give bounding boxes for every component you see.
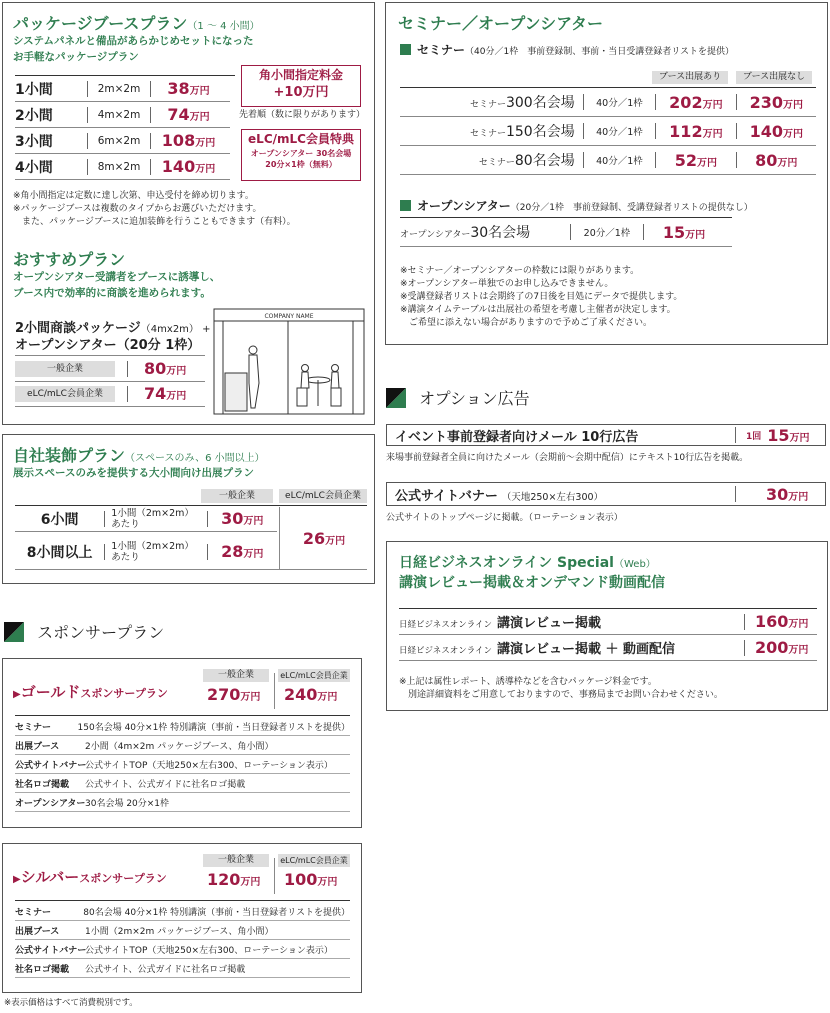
package-row [15,154,230,180]
self-table-bottom [15,569,367,570]
seminar-row-price-a: 112 [669,121,703,141]
gold-row-value: 150名会場 40分×1枠 特別講演（事前・当日登録者リストを提供） [77,722,350,733]
package-row-price: 108 [161,131,196,150]
seminar-unit: 万円 [782,99,803,111]
package-row-name: 3小間 [15,133,53,150]
theater-head-text: オープンシアター [417,199,511,213]
seminar-row-time: 40分／1枠 [596,98,643,109]
nikkei-row-label: 日経ビジネスオンライン [399,646,492,656]
nikkei-section [386,541,828,711]
package-note-2: ※パッケージブースは複数のタイプからお選びいただけます。 [13,204,262,214]
corner-note: 先着順（数に限りがあります） [239,110,366,120]
gold-suffix: スポンサープラン [80,687,168,700]
tax-footnote: ※表示価格はすべて消費税別です。 [4,998,138,1008]
nikkei-note-1: ※上記は属性レポート、誘導枠などを含むパッケージ料金です。 [399,677,657,687]
package-row-unit: 万円 [189,112,210,123]
silver-row-value: 公式サイトTOP（天地250×左右300、ローテーション表示） [85,945,333,956]
package-row-unit: 万円 [195,138,216,149]
silver-sponsor-card [2,843,362,993]
seminar-section [385,2,828,345]
member-benefit-box [241,129,361,181]
gold-row-key: 公式サイトバナー [15,760,87,771]
recommend-general-price: 80 [144,359,167,378]
seminar-unit: 万円 [697,157,717,169]
silver-row-key: 社名ロゴ掲載 [15,964,70,975]
recommend-title: おすすめプラン [13,250,126,269]
gold-member-label: eLC/mLC会員企業 [278,669,350,682]
gold-row [15,774,350,793]
recommend-desc-1: オープンシアター受講者をブースに誘導し、 [13,271,221,283]
self-row-price: 30 [221,509,244,528]
recommend-row-general [15,355,205,382]
recommend-unit: 万円 [166,366,187,377]
nikkei-unit: 万円 [788,645,809,656]
self-decoration-section [2,434,375,584]
seminar-unit: 万円 [702,128,723,140]
member-benefit-line2: 20分×1枠（無料） [265,160,337,169]
package-note-3: また、パッケージブースに追加装飾を行うこともできます（有料）。 [13,217,296,227]
package-row-price: 38 [167,79,190,98]
silver-suffix: スポンサープラン [79,872,167,885]
mail-ad-unit: 万円 [789,432,810,444]
self-col-general: 一般企業 [201,489,273,503]
corner-title: 角小間指定料金 [258,68,343,82]
seminar-row-name: 150名会場 [505,124,575,140]
gold-row-value: 2小間（4m×2m パッケージブース、角小間） [85,741,274,752]
gold-row-value: 公式サイト、公式ガイドに社名ロゴ掲載 [85,779,246,790]
self-col-member: eLC/mLC会員企業 [279,489,367,503]
banner-ad-price: 30 [766,484,789,504]
seminar-row-price-b: 80 [755,150,778,170]
silver-member-price: 100 [284,870,318,889]
seminar-row [400,146,816,175]
nikkei-unit: 万円 [788,619,809,630]
package-row-unit: 万円 [195,164,216,175]
banner-ad-desc: 公式サイトのトップページに掲載。（ローテーション表示） [386,513,623,523]
self-row-price: 28 [221,542,244,561]
banner-ad-row [386,482,826,506]
self-desc: 展示スペースのみを提供する大小間向け出展プラン [13,467,254,479]
theater-row-time: 20分／1枠 [583,228,631,239]
package-row-unit: 万円 [189,86,210,97]
seminar-head [400,39,734,58]
options-heading [386,386,530,409]
seminar-note: ※セミナー／オープンシアターの枠数には限りがあります。 [400,266,640,276]
package-title [13,11,260,34]
theater-row-price: 15 [662,222,686,242]
silver-unit-2: 万円 [317,877,338,888]
banner-ad-spec: （天地250×左右300） [501,491,604,503]
sponsor-title: スポンサープラン [37,623,165,642]
nikkei-row-name: 講演レビュー掲載 [497,616,602,631]
seminar-note: ※講演タイムテーブルは出展社の希望を考慮し主催者が決定します。 [400,305,676,315]
seminar-row-name: 300名会場 [505,95,575,111]
package-title-text: パッケージブースプラン [13,14,188,33]
theater-row-name: 30名会場 [470,225,531,241]
gold-row [15,793,350,812]
self-member-price-cell [279,507,368,569]
self-row-unit-b: あたり [111,518,140,530]
sponsor-heading [4,620,164,643]
gold-member-price: 240 [284,685,318,704]
package-row-name: 2小間 [15,107,53,124]
self-row-name: 6小間 [40,511,79,528]
theater-head-note: （20分／1枠 事前登録制、受講登録者リストの提供なし） [510,203,753,213]
gold-title: ▶ゴールドスポンサープラン [13,683,168,701]
seminar-row [400,117,816,146]
package-range: （1 ～ 4 小間） [187,21,260,32]
seminar-head-note: （40分／1枠 事前登録制、事前・当日受講登録者リストを提供） [465,47,735,57]
silver-row [15,959,350,978]
silver-general-price: 120 [207,870,241,889]
gold-row-value: 公式サイトTOP（天地250×左右300、ローテーション表示） [85,760,333,771]
mail-ad-desc: 来場事前登録者全員に向けたメール（会期前～会期中配信）にテキスト10行広告を掲載。 [386,453,749,463]
recommend-member-label: eLC/mLC会員企業 [15,386,115,402]
package-note-1: ※角小間指定は定数に達し次第、申込受付を締め切ります。 [13,191,254,201]
package-row-price: 74 [167,105,190,124]
banner-ad-unit: 万円 [788,491,809,503]
member-benefit-title: eLC/mLC会員特典 [248,132,354,146]
nikkei-web: （Web） [613,559,656,570]
silver-row-value: 1小間（2m×2m パッケージブース、角小間） [85,926,274,937]
recommend-row-member [15,381,205,407]
self-unit: 万円 [243,516,264,527]
seminar-note: ※受講登録者リストは会期終了の7日後を目処にデータで提供します。 [400,292,683,302]
options-title: オプション広告 [419,389,530,408]
package-row-name: 4小間 [15,159,53,176]
package-row-size: 6m×2m [97,134,141,147]
self-row-unit-a: 1小間（2m×2m） [111,540,194,552]
recommend-member-price: 74 [144,384,167,403]
self-member-price: 26 [302,528,326,548]
section-corner-icon [4,622,24,642]
self-unit-2: 万円 [325,535,346,547]
silver-rows-top [15,900,350,901]
nikkei-row-price: 160 [755,612,789,631]
self-row-unit-a: 1小間（2m×2m） [111,507,194,519]
corner-price: +10万円 [273,85,329,100]
package-row-size: 4m×2m [97,108,141,121]
self-unit: 万円 [243,549,264,560]
package-row [15,76,230,102]
recommend-general-label: 一般企業 [15,361,115,377]
self-row [15,539,277,564]
silver-unit: 万円 [240,877,261,888]
seminar-col-b: ブース出展なし [736,71,812,84]
gold-row-value: 30名会場 20分×1枠 [85,798,170,809]
package-desc-1: システムパネルと備品があらかじめセットになった [13,35,254,47]
seminar-row-name: 80名会場 [514,153,575,169]
square-bullet-icon [400,44,411,55]
gold-row [15,755,350,774]
self-row [15,506,277,532]
gold-general-label: 一般企業 [203,669,269,682]
mail-ad-name: イベント事前登録者向けメール 10行広告 [395,429,639,445]
recommend-name1: 2小間商談パッケージ [15,321,141,336]
seminar-row-price-b: 230 [749,92,783,112]
gold-row [15,717,350,736]
silver-divider [274,858,275,894]
seminar-title: セミナー／オープンシアター [398,14,604,33]
nikkei-row-label: 日経ビジネスオンライン [399,620,492,630]
package-row [15,128,230,154]
seminar-unit: 万円 [702,99,723,111]
seminar-row-time: 40分／1枠 [596,156,643,167]
mail-ad-price: 15 [767,425,790,445]
seminar-row-label: セミナー [478,158,515,168]
self-row-unit-b: あたり [111,551,140,563]
gold-row-key: セミナー [15,722,52,733]
silver-row-value: 公式サイト、公式ガイドに社名ロゴ掲載 [85,964,246,975]
seminar-unit: 万円 [777,157,798,169]
seminar-row-label: セミナー [469,129,506,139]
theater-head [400,195,753,214]
recommend-size: （4mx2m） + [140,324,211,335]
seminar-note: ご希望に添えない場合がありますので予めご了承ください。 [400,318,653,328]
package-row-name: 1小間 [15,81,53,98]
nikkei-row-name: 講演レビュー掲載 ＋ 動画配信 [497,642,676,657]
gold-row-key: 出展ブース [15,741,60,752]
silver-row [15,902,350,921]
silver-title: ▶シルバースポンサープラン [13,868,167,886]
booth-illustration [213,308,365,416]
square-bullet-icon [400,200,411,211]
gold-general-price: 270 [207,685,241,704]
corner-booth-box [241,65,361,107]
self-row-name: 8小間以上 [26,544,93,561]
seminar-row-price-a: 202 [669,92,703,112]
silver-row-key: セミナー [15,907,52,918]
member-benefit-line1: オープンシアター 30名会場 [250,149,352,158]
nikkei-row [399,609,817,635]
gold-row [15,736,350,755]
booth-sign: COMPANY NAME [264,313,314,320]
nikkei-title-1-text: 日経ビジネスオンライン Special [399,555,614,571]
seminar-row-price-b: 140 [749,121,783,141]
mail-ad-row [386,424,826,446]
self-title: 自社装飾プラン [13,446,126,465]
silver-row-value: 80名会場 40分×1枠 特別講演（事前・当日登録者リストを提供） [83,907,350,918]
seminar-row-price-a: 52 [674,150,697,170]
gold-rows-top [15,715,350,716]
seminar-head-text: セミナー [417,43,466,57]
gold-unit-2: 万円 [317,692,338,703]
silver-member-label: eLC/mLC会員企業 [278,854,350,867]
nikkei-row [399,635,817,661]
nikkei-note-2: 別途詳細資料をご用意しておりますので、事務局までお問い合わせください。 [399,690,723,700]
gold-row-key: 社名ロゴ掲載 [15,779,70,790]
gold-divider [274,673,275,709]
seminar-unit: 万円 [685,229,706,241]
silver-row [15,921,350,940]
package-row-size: 2m×2m [97,82,141,95]
nikkei-title-2: 講演レビュー掲載＆オンデマンド動画配信 [399,575,665,591]
package-row-size: 8m×2m [97,160,141,173]
silver-row [15,940,350,959]
self-range: （スペースのみ、6 小間以上） [125,453,265,464]
recommend-name2: オープンシアター（20分 1枠） [15,338,201,353]
banner-ad-name: 公式サイトバナー [395,488,498,504]
mail-ad-times: 1回 [746,431,762,442]
seminar-row-label: セミナー [469,100,506,110]
gold-name: ゴールド [20,683,81,701]
silver-row-key: 公式サイトバナー [15,945,87,956]
recommend-unit-2: 万円 [166,391,187,402]
seminar-col-a: ブース出展あり [652,71,728,84]
section-corner-icon [386,388,406,408]
seminar-row [400,88,816,117]
theater-row-label: オープンシアター [400,230,471,240]
silver-general-label: 一般企業 [203,854,269,867]
seminar-unit: 万円 [782,128,803,140]
package-desc-2: お手軽なパッケージプラン [13,51,139,63]
recommend-desc-2: ブース内で効率的に商談を進められます。 [13,287,211,299]
gold-sponsor-card [2,658,362,828]
nikkei-row-price: 200 [755,638,789,657]
seminar-row-time: 40分／1枠 [596,127,643,138]
package-row-price: 140 [161,157,196,176]
silver-name: シルバー [20,868,80,886]
seminar-note: ※オープンシアター単独でのお申し込みできません。 [400,279,614,289]
package-row [15,102,230,128]
theater-row [400,218,732,247]
gold-row-key: オープンシアター [15,798,86,809]
package-booth-section [2,2,375,425]
nikkei-title-1 [399,552,656,572]
silver-row-key: 出展ブース [15,926,60,937]
gold-unit: 万円 [240,692,261,703]
